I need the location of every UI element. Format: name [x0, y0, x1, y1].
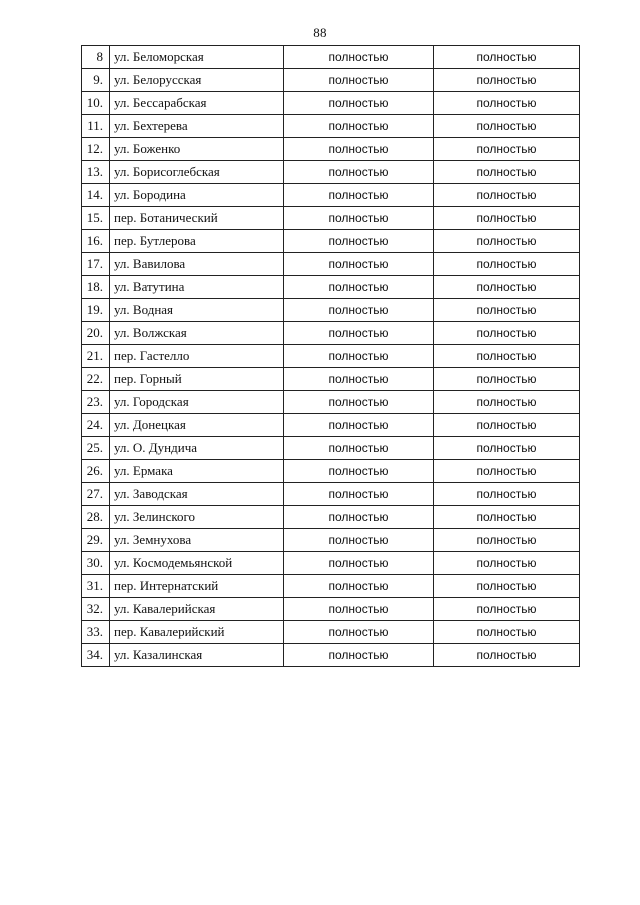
table-row [82, 69, 580, 92]
streets-table-body [82, 46, 580, 667]
table-row [82, 345, 580, 368]
street-name-cell: ул. Белорусская [110, 69, 284, 92]
scope-cell-b: полностью [434, 184, 580, 207]
street-name-cell: пер. Горный [110, 368, 284, 391]
scope-cell-b: полностью [434, 391, 580, 414]
table-row [82, 644, 580, 667]
scope-cell-a: полностью [284, 414, 434, 437]
scope-cell-a: полностью [284, 46, 434, 69]
table-row [82, 529, 580, 552]
row-number-cell: 14. [82, 184, 110, 207]
table-row [82, 207, 580, 230]
row-number-cell: 33. [82, 621, 110, 644]
row-number-cell: 12. [82, 138, 110, 161]
scope-cell-b: полностью [434, 253, 580, 276]
table-row [82, 322, 580, 345]
street-name-cell: ул. Водная [110, 299, 284, 322]
row-number-cell: 17. [82, 253, 110, 276]
table-row [82, 621, 580, 644]
street-name-cell: пер. Ботанический [110, 207, 284, 230]
scope-cell-b: полностью [434, 115, 580, 138]
table-row [82, 368, 580, 391]
scope-cell-a: полностью [284, 483, 434, 506]
street-name-cell: ул. Беломорская [110, 46, 284, 69]
row-number-cell: 23. [82, 391, 110, 414]
row-number-cell: 31. [82, 575, 110, 598]
row-number-cell: 20. [82, 322, 110, 345]
scope-cell-a: полностью [284, 529, 434, 552]
scope-cell-b: полностью [434, 368, 580, 391]
table-row [82, 598, 580, 621]
table-row [82, 460, 580, 483]
scope-cell-b: полностью [434, 69, 580, 92]
row-number-cell: 28. [82, 506, 110, 529]
scope-cell-a: полностью [284, 368, 434, 391]
row-number-cell: 10. [82, 92, 110, 115]
street-name-cell: ул. Городская [110, 391, 284, 414]
street-name-cell: ул. Боженко [110, 138, 284, 161]
row-number-cell: 24. [82, 414, 110, 437]
scope-cell-b: полностью [434, 230, 580, 253]
scope-cell-a: полностью [284, 184, 434, 207]
row-number-cell: 19. [82, 299, 110, 322]
table-row [82, 230, 580, 253]
street-name-cell: ул. Земнухова [110, 529, 284, 552]
scope-cell-b: полностью [434, 161, 580, 184]
table-row [82, 115, 580, 138]
scope-cell-b: полностью [434, 506, 580, 529]
scope-cell-a: полностью [284, 621, 434, 644]
scope-cell-b: полностью [434, 460, 580, 483]
row-number-cell: 22. [82, 368, 110, 391]
scope-cell-a: полностью [284, 345, 434, 368]
street-name-cell: ул. Бессарабская [110, 92, 284, 115]
scope-cell-a: полностью [284, 253, 434, 276]
scope-cell-a: полностью [284, 391, 434, 414]
street-name-cell: ул. О. Дундича [110, 437, 284, 460]
street-name-cell: ул. Бехтерева [110, 115, 284, 138]
scope-cell-b: полностью [434, 621, 580, 644]
page-number: 88 [313, 25, 327, 40]
scope-cell-a: полностью [284, 322, 434, 345]
row-number-cell: 15. [82, 207, 110, 230]
scope-cell-a: полностью [284, 644, 434, 667]
scope-cell-b: полностью [434, 276, 580, 299]
scope-cell-a: полностью [284, 552, 434, 575]
scope-cell-b: полностью [434, 46, 580, 69]
scope-cell-b: полностью [434, 437, 580, 460]
row-number-cell: 9. [82, 69, 110, 92]
scope-cell-b: полностью [434, 414, 580, 437]
table-row [82, 138, 580, 161]
street-name-cell: ул. Кавалерийская [110, 598, 284, 621]
street-name-cell: ул. Ермака [110, 460, 284, 483]
scope-cell-a: полностью [284, 460, 434, 483]
street-name-cell: ул. Ватутина [110, 276, 284, 299]
scope-cell-a: полностью [284, 92, 434, 115]
row-number-cell: 30. [82, 552, 110, 575]
scope-cell-a: полностью [284, 161, 434, 184]
table-row [82, 46, 580, 69]
scope-cell-a: полностью [284, 437, 434, 460]
scope-cell-b: полностью [434, 299, 580, 322]
street-name-cell: ул. Космодемьянской [110, 552, 284, 575]
scope-cell-b: полностью [434, 92, 580, 115]
row-number-cell: 29. [82, 529, 110, 552]
table-row [82, 506, 580, 529]
scope-cell-b: полностью [434, 207, 580, 230]
scope-cell-a: полностью [284, 598, 434, 621]
table-row [82, 552, 580, 575]
row-number-cell: 21. [82, 345, 110, 368]
scope-cell-a: полностью [284, 115, 434, 138]
scope-cell-a: полностью [284, 575, 434, 598]
scope-cell-a: полностью [284, 207, 434, 230]
street-name-cell: ул. Бородина [110, 184, 284, 207]
row-number-cell: 25. [82, 437, 110, 460]
street-name-cell: пер. Кавалерийский [110, 621, 284, 644]
street-name-cell: пер. Бутлерова [110, 230, 284, 253]
scope-cell-b: полностью [434, 644, 580, 667]
street-name-cell: ул. Заводская [110, 483, 284, 506]
scope-cell-b: полностью [434, 483, 580, 506]
scope-cell-b: полностью [434, 529, 580, 552]
scope-cell-b: полностью [434, 138, 580, 161]
street-name-cell: пер. Интернатский [110, 575, 284, 598]
scope-cell-a: полностью [284, 276, 434, 299]
scope-cell-b: полностью [434, 322, 580, 345]
row-number-cell: 27. [82, 483, 110, 506]
row-number-cell: 34. [82, 644, 110, 667]
row-number-cell: 32. [82, 598, 110, 621]
table-row [82, 437, 580, 460]
row-number-cell: 16. [82, 230, 110, 253]
row-number-cell: 8 [82, 46, 110, 69]
table-row [82, 161, 580, 184]
scope-cell-a: полностью [284, 69, 434, 92]
table-row [82, 483, 580, 506]
table-row [82, 276, 580, 299]
street-name-cell: ул. Волжская [110, 322, 284, 345]
street-name-cell: ул. Донецкая [110, 414, 284, 437]
scope-cell-b: полностью [434, 552, 580, 575]
table-row [82, 184, 580, 207]
scope-cell-a: полностью [284, 506, 434, 529]
street-name-cell: пер. Гастелло [110, 345, 284, 368]
row-number-cell: 26. [82, 460, 110, 483]
table-row [82, 299, 580, 322]
scope-cell-b: полностью [434, 345, 580, 368]
scope-cell-a: полностью [284, 230, 434, 253]
table-row [82, 391, 580, 414]
street-name-cell: ул. Борисоглебская [110, 161, 284, 184]
table-row [82, 575, 580, 598]
street-name-cell: ул. Зелинского [110, 506, 284, 529]
row-number-cell: 18. [82, 276, 110, 299]
row-number-cell: 13. [82, 161, 110, 184]
scope-cell-b: полностью [434, 598, 580, 621]
row-number-cell: 11. [82, 115, 110, 138]
street-name-cell: ул. Вавилова [110, 253, 284, 276]
table-row [82, 253, 580, 276]
table-row [82, 414, 580, 437]
streets-table [81, 45, 580, 667]
street-name-cell: ул. Казалинская [110, 644, 284, 667]
table-row [82, 92, 580, 115]
scope-cell-a: полностью [284, 299, 434, 322]
scope-cell-a: полностью [284, 138, 434, 161]
scope-cell-b: полностью [434, 575, 580, 598]
